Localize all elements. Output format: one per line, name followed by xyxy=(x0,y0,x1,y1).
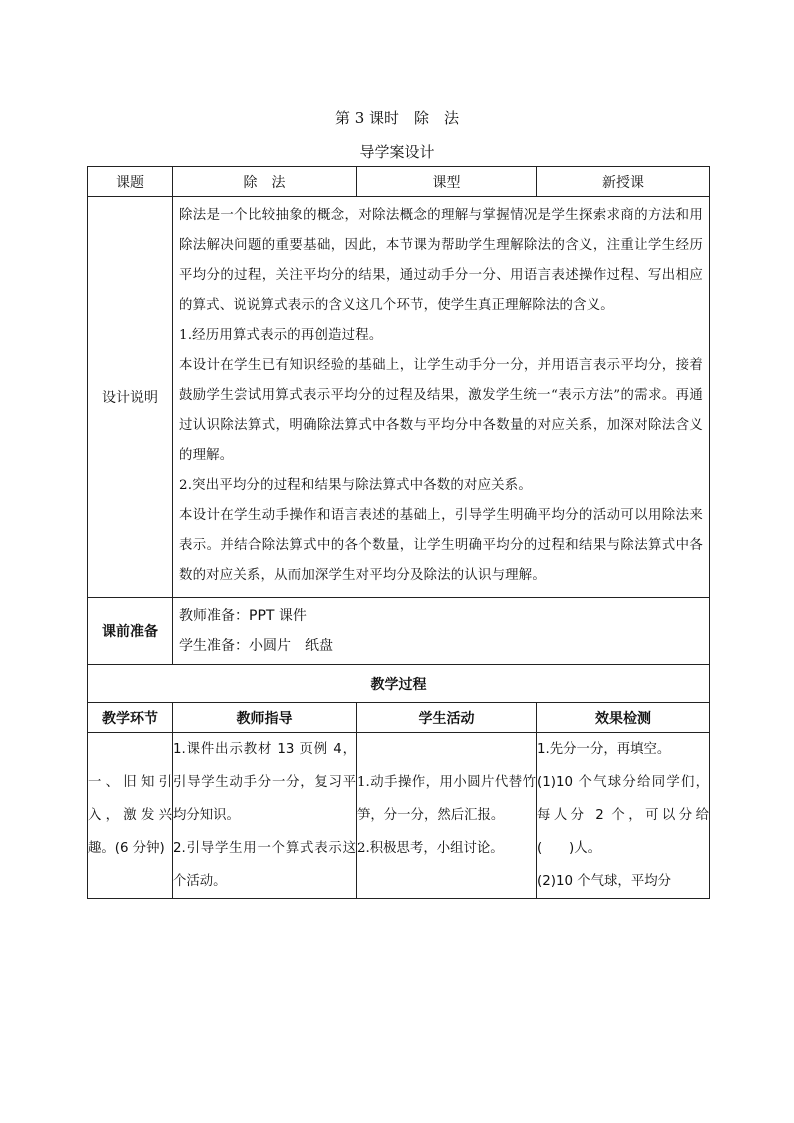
student-cell xyxy=(357,733,537,899)
design-row xyxy=(88,197,710,598)
teacher-cell xyxy=(173,733,357,899)
prep-row xyxy=(88,598,710,665)
student-step: 2.积极思考，小组讨论。 xyxy=(357,841,504,856)
design-paragraph: 1.经历用算式表示的再创造过程。 xyxy=(179,328,383,343)
student-step: 1.动手操作，用小圆片代替竹笋，分一分，然后汇报。 xyxy=(357,775,536,823)
design-description xyxy=(173,197,710,598)
design-label: 设计说明 xyxy=(88,197,173,598)
prep-student: 学生准备：小圆片 纸盘 xyxy=(179,638,333,654)
column-header-teacher: 教师指导 xyxy=(173,703,357,733)
prep-label: 课前准备 xyxy=(88,598,173,665)
topic-value: 除 法 xyxy=(173,167,357,197)
column-header-stage: 教学环节 xyxy=(88,703,173,733)
prep-teacher: 教师准备：PPT 课件 xyxy=(179,608,307,624)
topic-row xyxy=(88,167,710,197)
process-title: 教学过程 xyxy=(88,665,710,703)
process-row xyxy=(88,733,710,899)
design-paragraph: 2.突出平均分的过程和结果与除法算式中各数的对应关系。 xyxy=(179,478,532,493)
process-title-row xyxy=(88,665,710,703)
type-label: 课型 xyxy=(357,167,537,197)
process-header-row xyxy=(88,703,710,733)
check-item: 1.先分一分，再填空。 xyxy=(537,742,671,757)
design-paragraph: 除法是一个比较抽象的概念，对除法概念的理解与掌握情况是学生探索求商的方法和用除法解决问题的重要基础，因此，本节课为帮助学生理解除法的含义，注重让学生经历平均分的过程，关注平均分的结果，通过动手分一分、用语言表述操作过程、写出相应的算式、说说算式表示的含义这几个环节，使学生真正理解除法的含义。 xyxy=(179,208,703,313)
check-item: (1)10 个气球分给同学们，每人分 2 个，可以分给( )人。 xyxy=(537,775,709,856)
check-item: (2)10 个气球，平均分 xyxy=(537,874,671,889)
type-value: 新授课 xyxy=(537,167,710,197)
teacher-step: 1.课件出示教材 13 页例 4，引导学生动手分一分，复习平均分知识。 xyxy=(173,742,356,823)
topic-label: 课题 xyxy=(88,167,173,197)
prep-content xyxy=(173,598,710,665)
check-cell xyxy=(537,733,710,899)
teacher-step: 2.引导学生用一个算式表示这个活动。 xyxy=(173,841,356,889)
stage-cell xyxy=(88,733,173,899)
lesson-subtitle: 导学案设计 xyxy=(359,143,435,161)
column-header-student: 学生活动 xyxy=(357,703,537,733)
design-paragraph: 本设计在学生动手操作和语言表述的基础上，引导学生明确平均分的活动可以用除法来表示。并结合除法算式中的各个数量，让学生明确平均分的过程和结果与除法算式中各数的对应关系，从而加深学生对平均分及除法的认识与理解。 xyxy=(179,508,703,583)
column-header-check: 效果检测 xyxy=(537,703,710,733)
lesson-plan-table xyxy=(87,166,710,899)
stage-text: 一、旧知引入，激发兴趣。(6 分钟) xyxy=(88,775,172,856)
design-paragraph: 本设计在学生已有知识经验的基础上，让学生动手分一分，并用语言表示平均分，接着鼓励学生尝试用算式表示平均分的过程及结果，激发学生统一“表示方法”的需求。再通过认识除法算式，明确除法算式中各数与平均分中各数量的对应关系，加深对除法含义的理解。 xyxy=(179,358,703,463)
lesson-title: 第 3 课时 除 法 xyxy=(334,109,460,127)
